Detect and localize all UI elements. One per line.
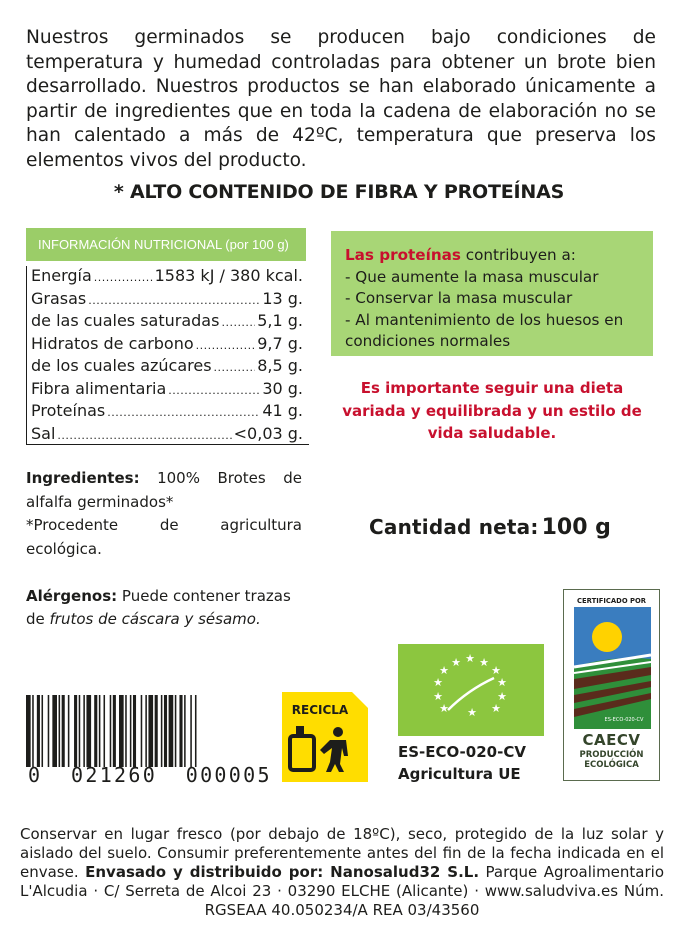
dot-leader	[94, 271, 153, 284]
eu-star-icon: ★	[491, 702, 501, 715]
net-quantity-label: Cantidad neta:	[369, 515, 539, 539]
allergens-label: Alérgenos:	[26, 587, 118, 605]
allergens-italic: frutos de cáscara y sésamo.	[49, 610, 261, 628]
nutrition-label: Proteínas	[31, 401, 106, 420]
caecv-code: ES-ECO-020-CV	[604, 717, 644, 723]
nutrition-row	[27, 356, 309, 379]
eco-code: ES-ECO-020-CV	[398, 743, 526, 761]
nutrition-row	[27, 266, 309, 289]
ingredients-block	[26, 467, 302, 561]
proteins-item: - Conservar la masa muscular	[345, 289, 573, 307]
caecv-sub2: ECOLÓGICA	[584, 760, 639, 770]
dot-leader	[107, 406, 260, 419]
ingredients-label: Ingredientes:	[26, 469, 140, 487]
barcode-number: 0 021260 000005	[28, 763, 272, 787]
proteins-item: - Al mantenimiento de los huesos en condiciones normales	[345, 310, 624, 350]
eu-star-icon: ★	[451, 656, 461, 669]
dot-leader	[88, 294, 260, 307]
caecv-sub1: PRODUCCIÓN	[579, 750, 644, 760]
allergens-block	[26, 585, 308, 631]
intro-paragraph: Nuestros germinados se producen bajo condiciones de temperatura y humedad controladas para obtener un brote bien desarrollado. Nuestros productos se han elaborado únicamente a partir de ingredientes que en toda la cadena de elaboración no se han calentado a más de 42ºC, temperatura que preserva los elementos vivos del producto.	[26, 27, 656, 171]
dot-leader	[196, 339, 256, 352]
nutrition-value: <0,03 g.	[233, 423, 303, 443]
nutrition-label: Energía	[31, 266, 92, 285]
nutrition-table	[26, 266, 309, 445]
nutrition-value: 9,7 g.	[257, 333, 303, 353]
nutrition-value: 1583 kJ / 380 kcal.	[154, 266, 303, 285]
dot-leader	[57, 429, 231, 442]
footer-text	[20, 825, 664, 920]
nutrition-label: de las cuales saturadas	[31, 311, 220, 330]
recycle-label: RECICLA	[291, 703, 349, 717]
dot-leader	[214, 361, 256, 374]
nutrition-label: Grasas	[31, 288, 87, 308]
footer-packer: Envasado y distribuido por: Nanosalud32 S.L.	[85, 863, 480, 881]
caecv-seal	[563, 589, 660, 781]
net-quantity-value: 100 g	[541, 515, 611, 540]
nutrition-row	[27, 424, 309, 447]
caecv-brand: CAECV	[582, 731, 641, 749]
barcode	[26, 695, 258, 767]
ingredients-text: 100% Brotes de alfalfa germinados*	[26, 469, 302, 511]
nutrition-label: Sal	[31, 423, 56, 443]
proteins-item: - Que aumente la masa muscular	[345, 267, 599, 286]
dot-leader	[168, 384, 260, 397]
eu-star-icon: ★	[439, 702, 449, 715]
nutrition-value: 30 g.	[262, 378, 303, 398]
nutrition-value: 5,1 g.	[257, 311, 303, 330]
proteins-lead-rest: contribuyen a:	[460, 246, 576, 264]
proteins-lead: Las proteínas	[345, 246, 461, 264]
highlight-heading: * ALTO CONTENIDO DE FIBRA Y PROTEÍNAS	[113, 181, 565, 203]
nutrition-label: Hidratos de carbono	[31, 333, 194, 353]
nutrition-row	[27, 401, 309, 424]
eco-certification	[398, 741, 526, 785]
footer-storage: Conservar en lugar fresco (por debajo de 18ºC), seco, protegido de la luz solar y aislado del suelo. Consumir preferentemente antes del fin de la fecha indicada en el envase.	[20, 825, 664, 881]
eco-origin: Agricultura UE	[398, 765, 521, 783]
nutrition-row	[27, 379, 309, 402]
ingredients-note: *Procedente de agricultura ecológica.	[26, 516, 302, 558]
net-quantity	[369, 515, 611, 540]
footer-address: Parque Agroalimentario L'Alcudia · C/ Serreta de Alcoi 23 · 03290 ELCHE (Alicante) · www.saludviva.es Núm. RGSEAA 40.050234/A REA 03/43560	[20, 863, 665, 919]
eu-star-icon: ★	[433, 690, 443, 703]
eu-star-icon: ★	[479, 656, 489, 669]
nutrition-label: Fibra alimentaria	[31, 378, 167, 398]
eu-star-icon: ★	[433, 676, 443, 689]
eu-star-icon: ★	[491, 664, 501, 677]
nutrition-value: 8,5 g.	[257, 356, 303, 375]
caecv-top: CERTIFICADO POR	[577, 597, 646, 605]
proteins-box	[331, 231, 653, 356]
recycle-icon	[282, 692, 368, 782]
eu-star-icon: ★	[439, 664, 449, 677]
allergens-text: Puede contener trazas de	[26, 587, 291, 628]
nutrition-title: INFORMACIÓN NUTRICIONAL (por 100 g)	[26, 228, 306, 261]
health-warning: Es importante seguir una dieta variada y equilibrada y un estilo de vida saludable.	[342, 379, 642, 442]
nutrition-value: 41 g.	[262, 401, 303, 420]
nutrition-row	[27, 289, 309, 312]
eu-organic-leaf-icon	[398, 644, 544, 736]
nutrition-value: 13 g.	[262, 288, 303, 308]
eu-star-icon: ★	[465, 652, 475, 665]
eu-star-icon: ★	[497, 690, 507, 703]
nutrition-row	[27, 311, 309, 334]
nutrition-label: de los cuales azúcares	[31, 356, 212, 375]
caecv-sub	[564, 750, 659, 770]
dot-leader	[221, 316, 255, 329]
caecv-landscape-icon	[574, 607, 651, 729]
eu-star-icon: ★	[497, 676, 507, 689]
nutrition-row	[27, 334, 309, 357]
eu-star-icon: ★	[467, 706, 477, 719]
